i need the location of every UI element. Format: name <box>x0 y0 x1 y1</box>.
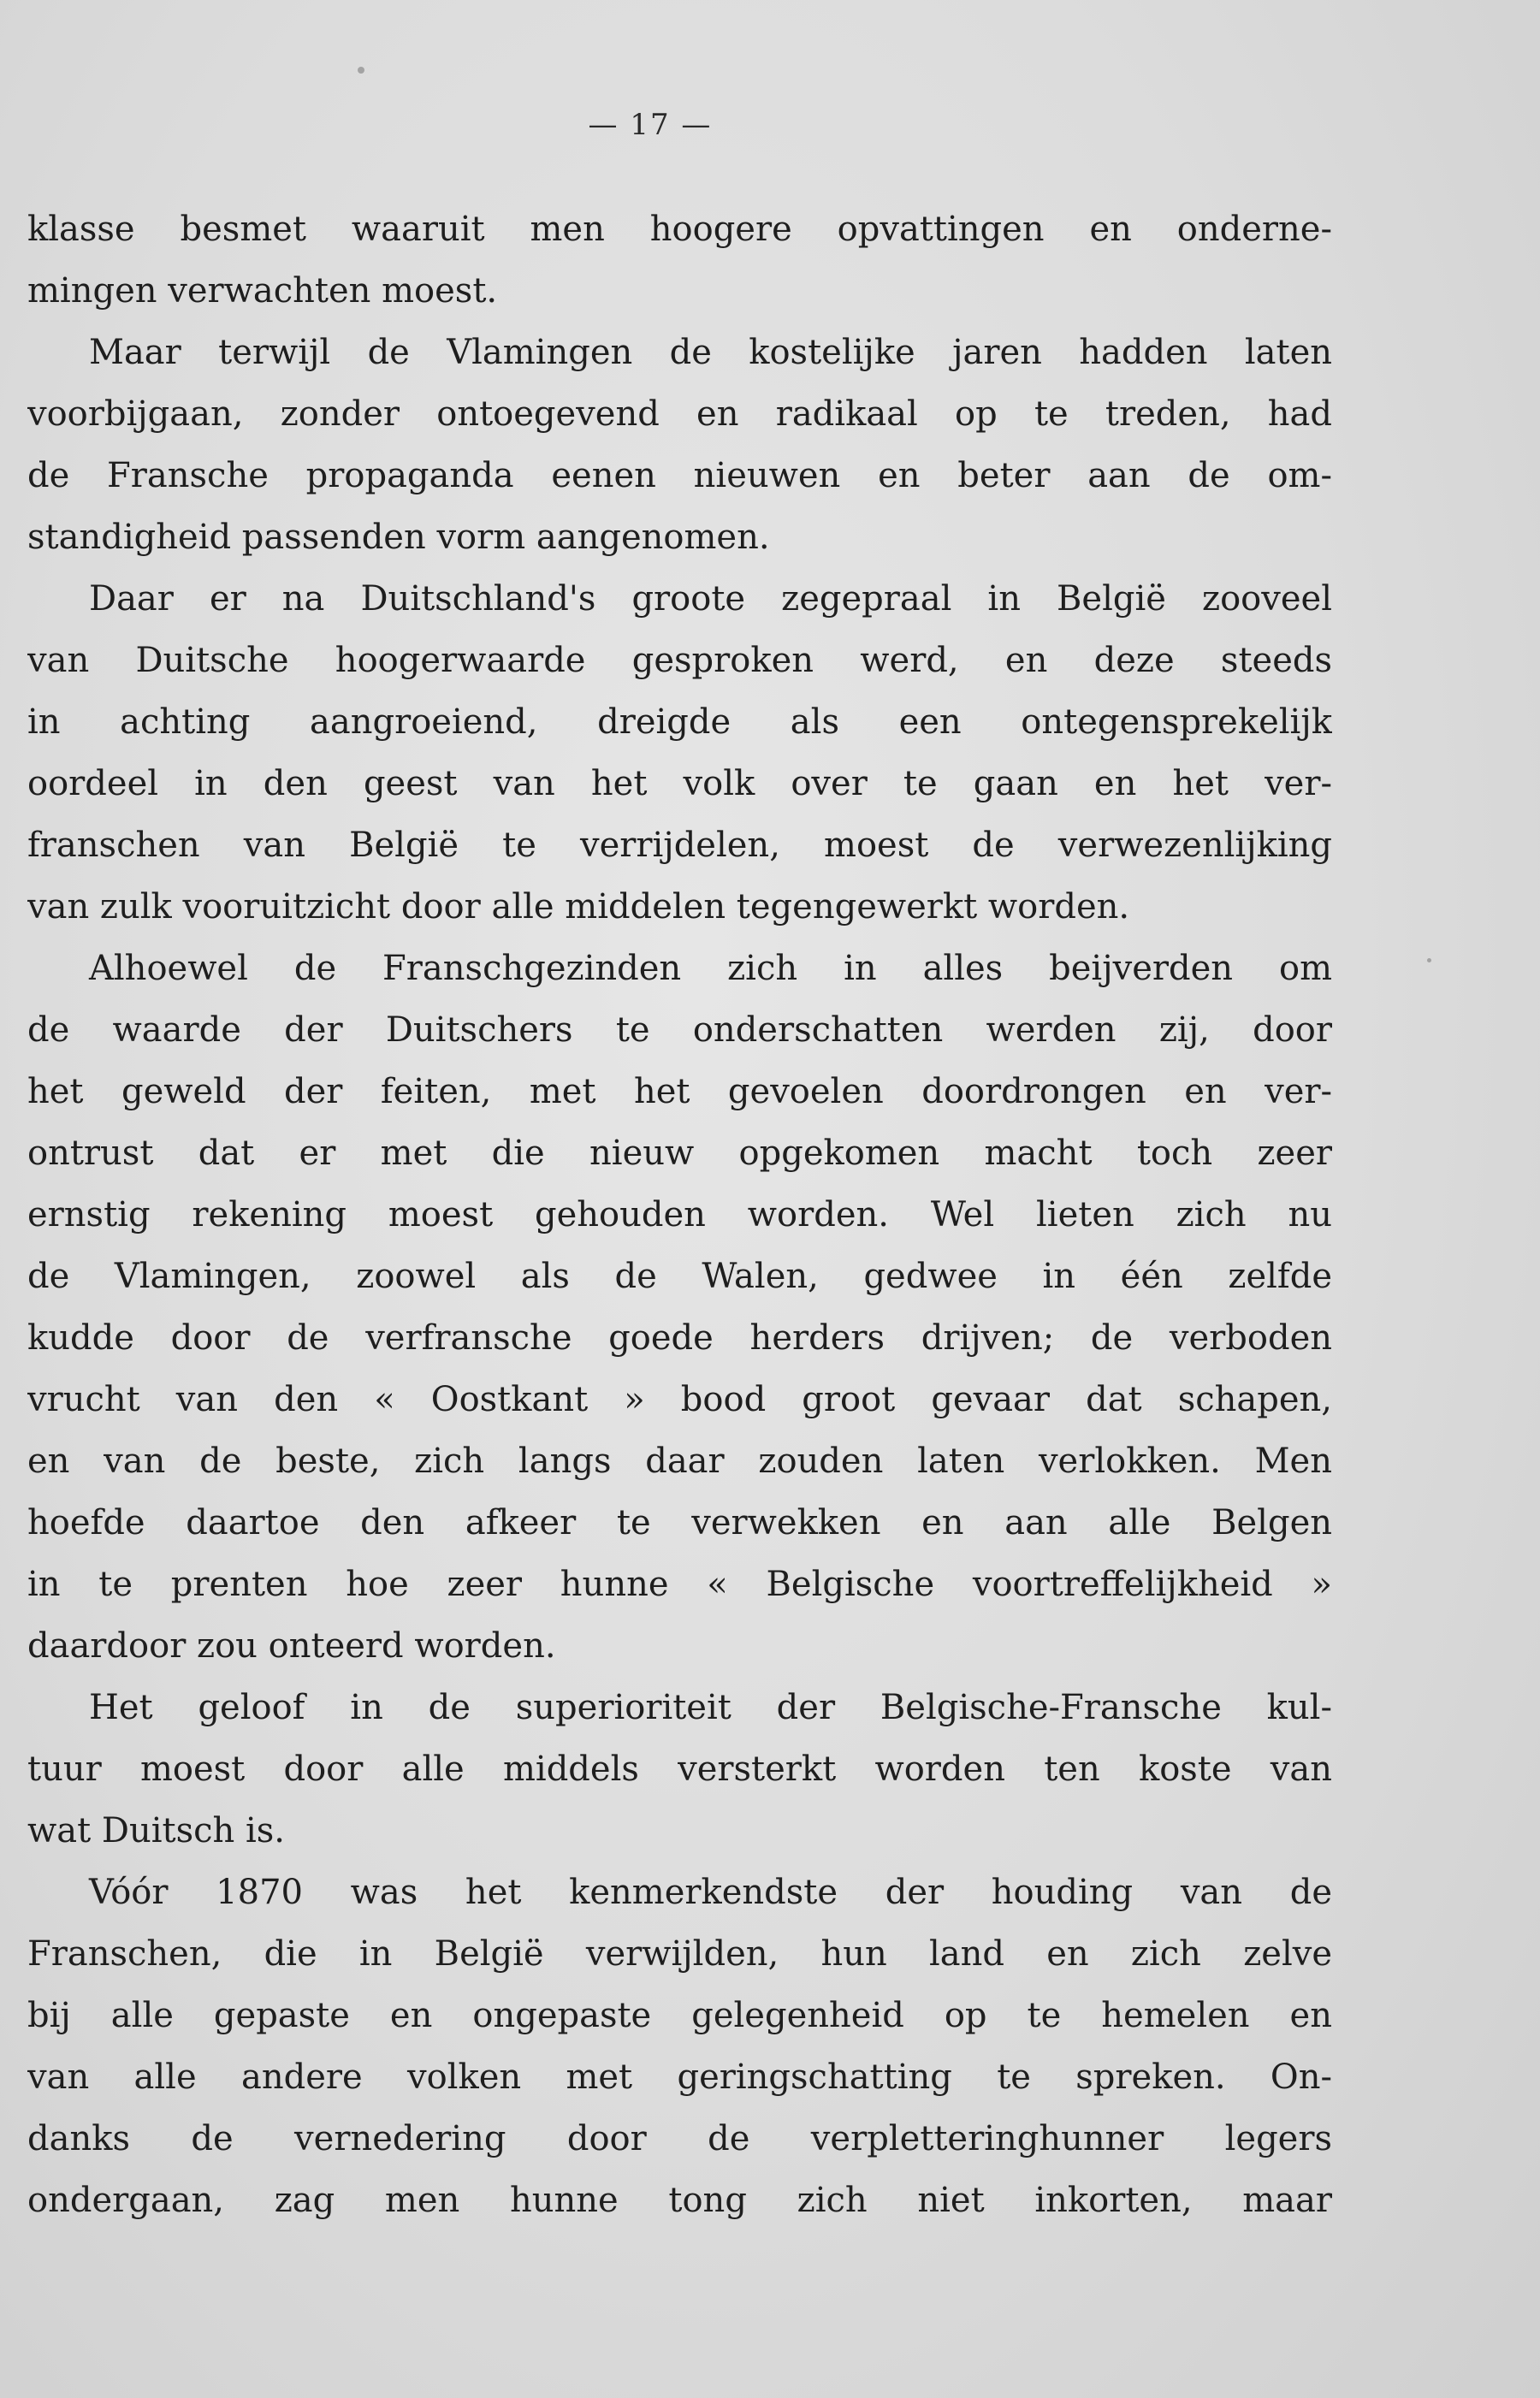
text-line: voorbijgaan, zonder ontoegevend en radikaal op te treden, had <box>27 394 1332 434</box>
text-line: in achting aangroeiend, dreigde als een ontegensprekelijk <box>27 702 1332 742</box>
paragraph <box>27 198 1332 322</box>
page-number: — 17 — <box>588 108 713 142</box>
text-line: tuur moest door alle middels versterkt worden ten koste van <box>27 1750 1332 1789</box>
text-line: hoefde daartoe den afkeer te verwekken en aan alle Belgen <box>27 1503 1332 1542</box>
text-line: het geweld der feiten, met het gevoelen doordrongen en ver- <box>27 1072 1332 1111</box>
text-line: de waarde der Duitschers te onderschatten werden zij, door <box>27 1010 1332 1050</box>
paper-speck <box>358 67 364 74</box>
text-line: bij alle gepaste en ongepaste gelegenheid op te hemelen en <box>27 1996 1332 2035</box>
text-line: ernstig rekening moest gehouden worden. Wel lieten zich nu <box>27 1195 1332 1235</box>
text-line: Daar er na Duitschland's groote zegepraal in België zooveel <box>89 579 1332 619</box>
text-line: van zulk vooruitzicht door alle middelen tegengewerkt worden. <box>27 887 1130 927</box>
text-line: de Fransche propaganda eenen nieuwen en beter aan de om- <box>27 456 1332 495</box>
text-line: mingen verwachten moest. <box>27 271 498 311</box>
paragraph <box>27 568 1332 938</box>
text-line: Het geloof in de superioriteit der Belgische-Fransche kul- <box>89 1688 1332 1727</box>
text-line: van Duitsche hoogerwaarde gesproken werd, en deze steeds <box>27 641 1332 680</box>
text-line: in te prenten hoe zeer hunne « Belgische voortreffelijkheid » <box>27 1565 1332 1604</box>
text-line: van alle andere volken met geringschatting te spreken. On- <box>27 2058 1332 2097</box>
text-line: standigheid passenden vorm aangenomen. <box>27 518 770 557</box>
text-line: ontrust dat er met die nieuw opgekomen macht toch zeer <box>27 1134 1332 1173</box>
paragraph <box>27 322 1332 568</box>
text-line: en van de beste, zich langs daar zouden laten verlokken. Men <box>27 1442 1332 1481</box>
paragraph <box>27 938 1332 1677</box>
paragraph <box>27 1862 1332 2231</box>
text-line: danks de vernedering door de verpletteringhunner legers <box>27 2119 1332 2158</box>
text-line: ondergaan, zag men hunne tong zich niet inkorten, maar <box>27 2181 1332 2220</box>
text-line: daardoor zou onteerd worden. <box>27 1626 556 1666</box>
text-line: Franschen, die in België verwijlden, hun land en zich zelve <box>27 1934 1332 1974</box>
body-text <box>27 198 1332 2231</box>
text-line: Maar terwijl de Vlamingen de kostelijke jaren hadden laten <box>89 333 1332 372</box>
text-line: kudde door de verfransche goede herders drijven; de verboden <box>27 1318 1332 1358</box>
text-line: klasse besmet waaruit men hoogere opvattingen en onderne- <box>27 210 1332 249</box>
text-line: de Vlamingen, zoowel als de Walen, gedwee in één zelfde <box>27 1257 1332 1296</box>
text-line: wat Duitsch is. <box>27 1811 286 1850</box>
text-line: Alhoewel de Franschgezinden zich in alles beijverden om <box>89 949 1332 988</box>
text-line: franschen van België te verrijdelen, moest de verwezenlijking <box>27 826 1332 865</box>
text-line: vrucht van den « Oostkant » bood groot gevaar dat schapen, <box>27 1380 1332 1419</box>
paragraph <box>27 1677 1332 1862</box>
paper-speck <box>1427 958 1431 962</box>
text-line: Vóór 1870 was het kenmerkendste der houding van de <box>89 1873 1332 1912</box>
text-line: oordeel in den geest van het volk over te gaan en het ver- <box>27 764 1332 803</box>
